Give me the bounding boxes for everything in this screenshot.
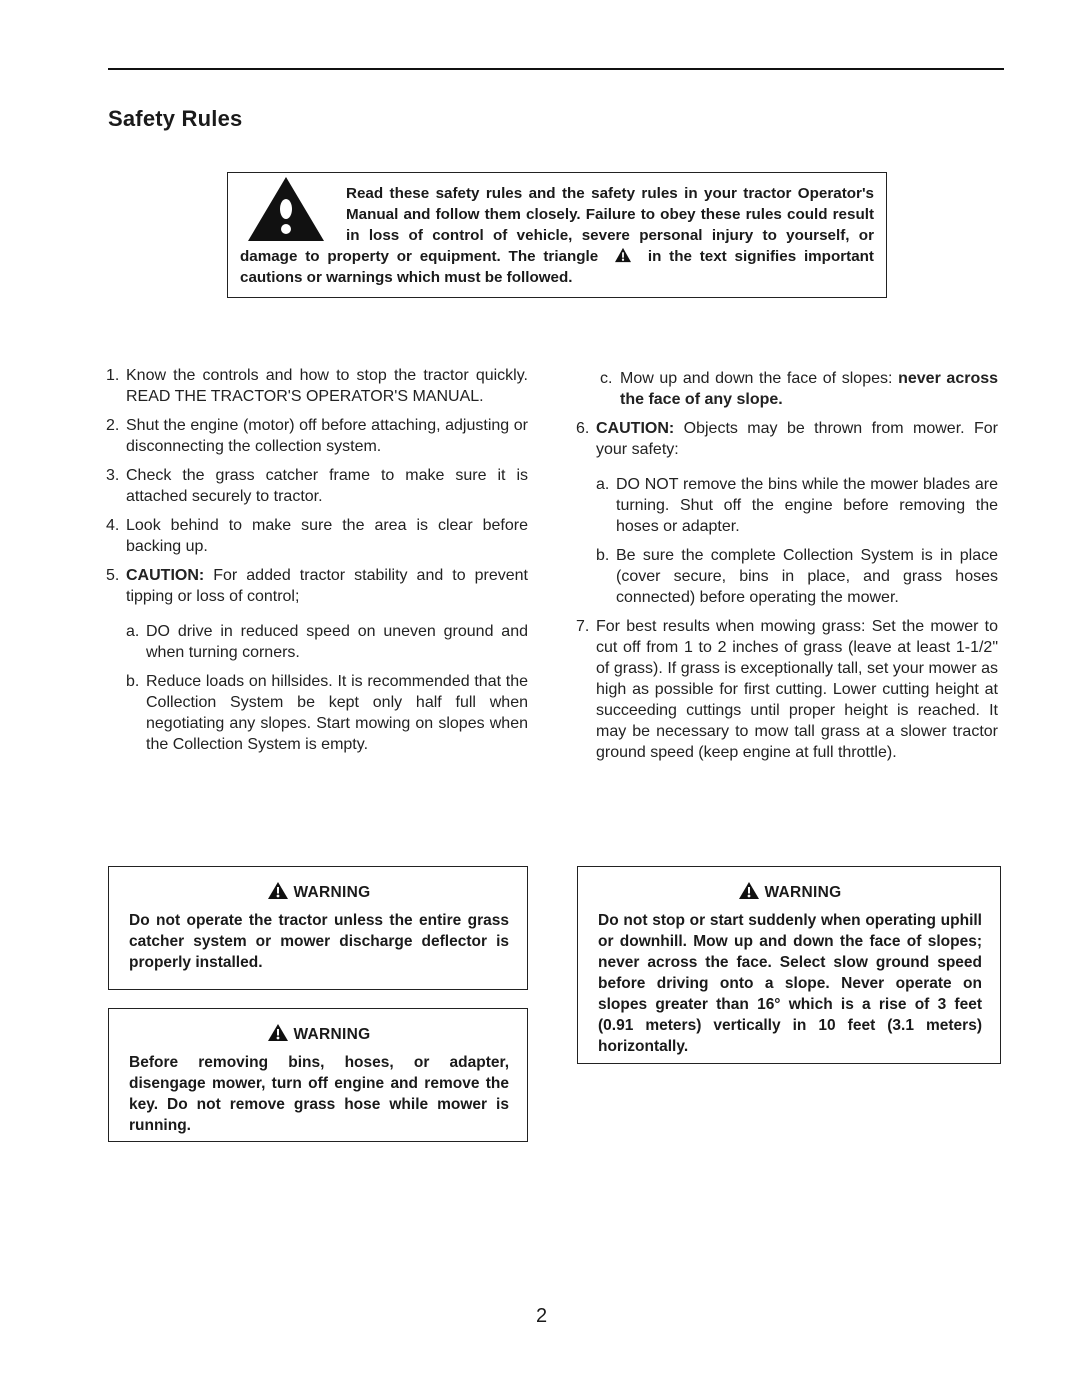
list-item: 3. Check the grass catcher frame to make sure it is attached securely to tractor. bbox=[106, 467, 528, 505]
list-subitem: b. Reduce loads on hillsides. It is recommended that the Collection System be kept only half full when negotiating any slopes. Start mowing on slopes when the Collection System is empty. bbox=[126, 673, 528, 753]
warning-text: Do not operate the tractor unless the entire grass catcher system or mower discharge deflector is properly installed. bbox=[129, 912, 509, 971]
list-item: 4. Look behind to make sure the area is clear before backing up. bbox=[106, 517, 528, 555]
warning-heading: WARNING bbox=[129, 1023, 509, 1044]
list-item: 1. Know the controls and how to stop the tractor quickly. READ THE TRACTOR'S OPERATOR'S MANUAL. bbox=[106, 367, 528, 405]
warning-box-removal bbox=[108, 1008, 528, 1142]
warning-box-slopes bbox=[577, 866, 1001, 1064]
list-subitem: a. DO NOT remove the bins while the mower blades are turning. Shut off the engine before removing the hoses or adapter. bbox=[596, 476, 998, 535]
warning-triangle-icon bbox=[267, 881, 289, 900]
page-number: 2 bbox=[536, 1305, 548, 1327]
warning-text: Do not stop or start suddenly when operating uphill or downhill. Mow up and down the face of slopes; never across the face. Select slow ground speed before driving onto a slope. Never operate on slopes greater than 16° which is a rise of 3 feet (0.91 meters) vertically in 10 feet (3.1 meters) horizontally. bbox=[598, 912, 982, 1055]
list-item: 6. CAUTION: Objects may be thrown from mower. For your safety: bbox=[576, 420, 998, 458]
top-rule bbox=[108, 68, 1004, 70]
list-subitem: a. DO drive in reduced speed on uneven ground and when turning corners. bbox=[126, 623, 528, 661]
warning-text: Before removing bins, hoses, or adapter, disengage mower, turn off engine and remove the key. Do not remove grass hose while mower is running. bbox=[129, 1054, 509, 1134]
warning-triangle-icon bbox=[267, 1023, 289, 1042]
list-item: 5. CAUTION: For added tractor stability and to prevent tipping or loss of control; bbox=[106, 567, 528, 605]
list-item: 7. For best results when mowing grass: Set the mower to cut off from 1 to 2 inches of grass (leave at least 1-1/2" of grass). If grass is exceptionally tall, set your mower as high as possible for first cutting. Lower cutting height at succeeding cuttings until proper height is reached. It may be necessary to mow tall grass at a slower tractor ground speed (keep engine at full throttle). bbox=[576, 618, 998, 761]
list-item: 2. Shut the engine (motor) off before attaching, adjusting or disconnecting the collection system. bbox=[106, 417, 528, 455]
page-title: Safety Rules bbox=[108, 106, 243, 131]
intro-notice-box bbox=[227, 172, 887, 298]
warning-heading: WARNING bbox=[598, 881, 982, 902]
list-subitem: b. Be sure the complete Collection System is in place (cover secure, bins in place, and grass hoses connected) before operating the mower. bbox=[596, 547, 998, 606]
inline-triangle-icon bbox=[614, 247, 632, 263]
list-subitem: c. Mow up and down the face of slopes: never across the face of any slope. bbox=[600, 370, 999, 408]
warning-triangle-icon bbox=[738, 881, 760, 900]
right-column bbox=[576, 368, 998, 771]
intro-text: Read these safety rules and the safety rules in your tractor Operator's Manual and follow them closely. Failure to obey these rules could result in loss of control of vehicle, severe personal injury to yourself, or damage to property or equipment. The triangle in the text signifies important cautions or warnings which must be followed. bbox=[240, 185, 874, 286]
warning-box-installation bbox=[108, 866, 528, 990]
left-column bbox=[106, 365, 528, 763]
warning-heading: WARNING bbox=[129, 881, 509, 902]
